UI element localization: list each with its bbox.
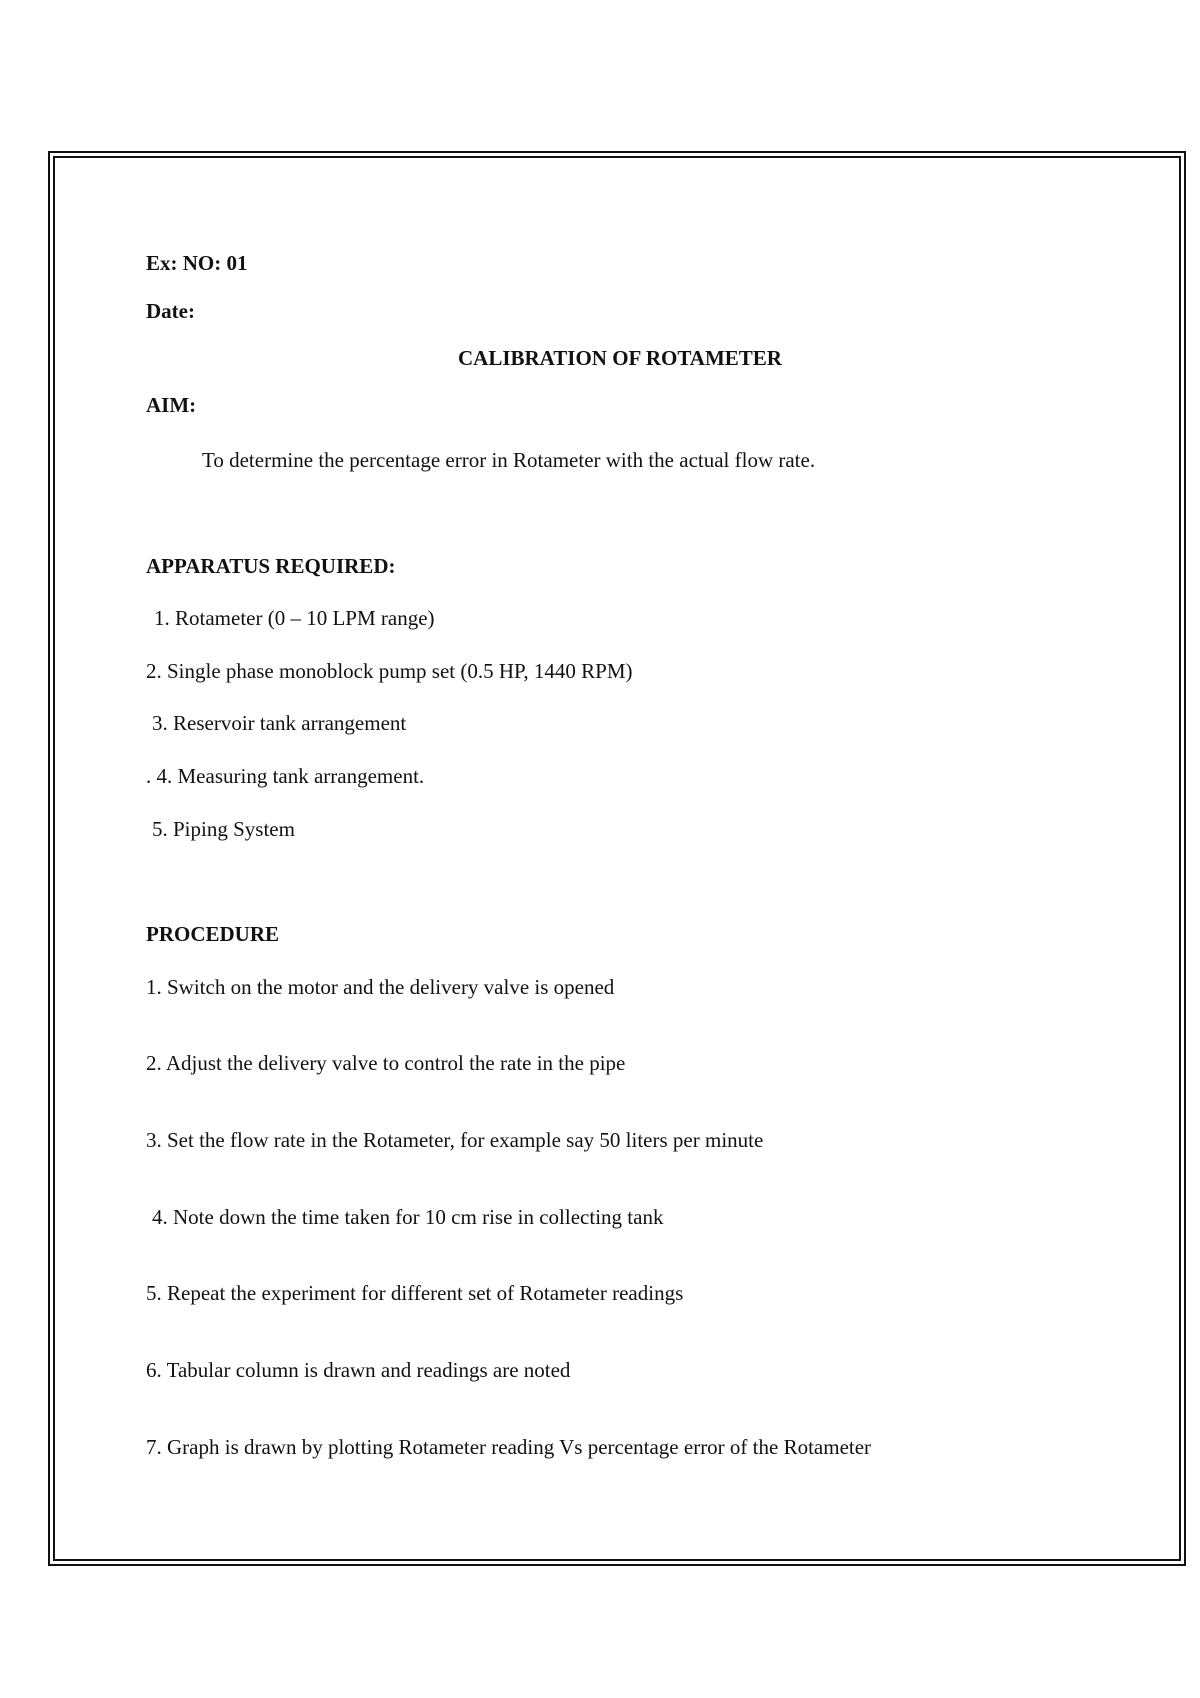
procedure-step: 4. Note down the time taken for 10 cm rise in collecting tank xyxy=(152,1205,664,1229)
procedure-step: 2. Adjust the delivery valve to control the rate in the pipe xyxy=(146,1051,626,1075)
apparatus-item: 5. Piping System xyxy=(152,817,295,841)
exercise-number: Ex: NO: 01 xyxy=(146,251,248,275)
apparatus-item: 3. Reservoir tank arrangement xyxy=(152,711,407,735)
aim-heading: AIM: xyxy=(146,393,197,417)
procedure-step: 3. Set the flow rate in the Rotameter, for example say 50 liters per minute xyxy=(146,1128,764,1152)
apparatus-item: 2. Single phase monoblock pump set (0.5 HP, 1440 RPM) xyxy=(146,659,633,683)
procedure-step: 1. Switch on the motor and the delivery valve is opened xyxy=(146,975,615,999)
date-label: Date: xyxy=(146,299,195,323)
apparatus-item: 1. Rotameter (0 – 10 LPM range) xyxy=(154,606,435,630)
aim-text: To determine the percentage error in Rotameter with the actual flow rate. xyxy=(202,448,816,472)
procedure-step: 5. Repeat the experiment for different set of Rotameter readings xyxy=(146,1281,684,1305)
apparatus-item: . 4. Measuring tank arrangement. xyxy=(146,764,425,788)
page-title: CALIBRATION OF ROTAMETER xyxy=(458,346,782,370)
procedure-step: 7. Graph is drawn by plotting Rotameter reading Vs percentage error of the Rotameter xyxy=(146,1435,872,1459)
procedure-heading: PROCEDURE xyxy=(146,922,280,946)
procedure-step: 6. Tabular column is drawn and readings are noted xyxy=(146,1358,571,1382)
apparatus-heading: APPARATUS REQUIRED: xyxy=(146,554,396,578)
